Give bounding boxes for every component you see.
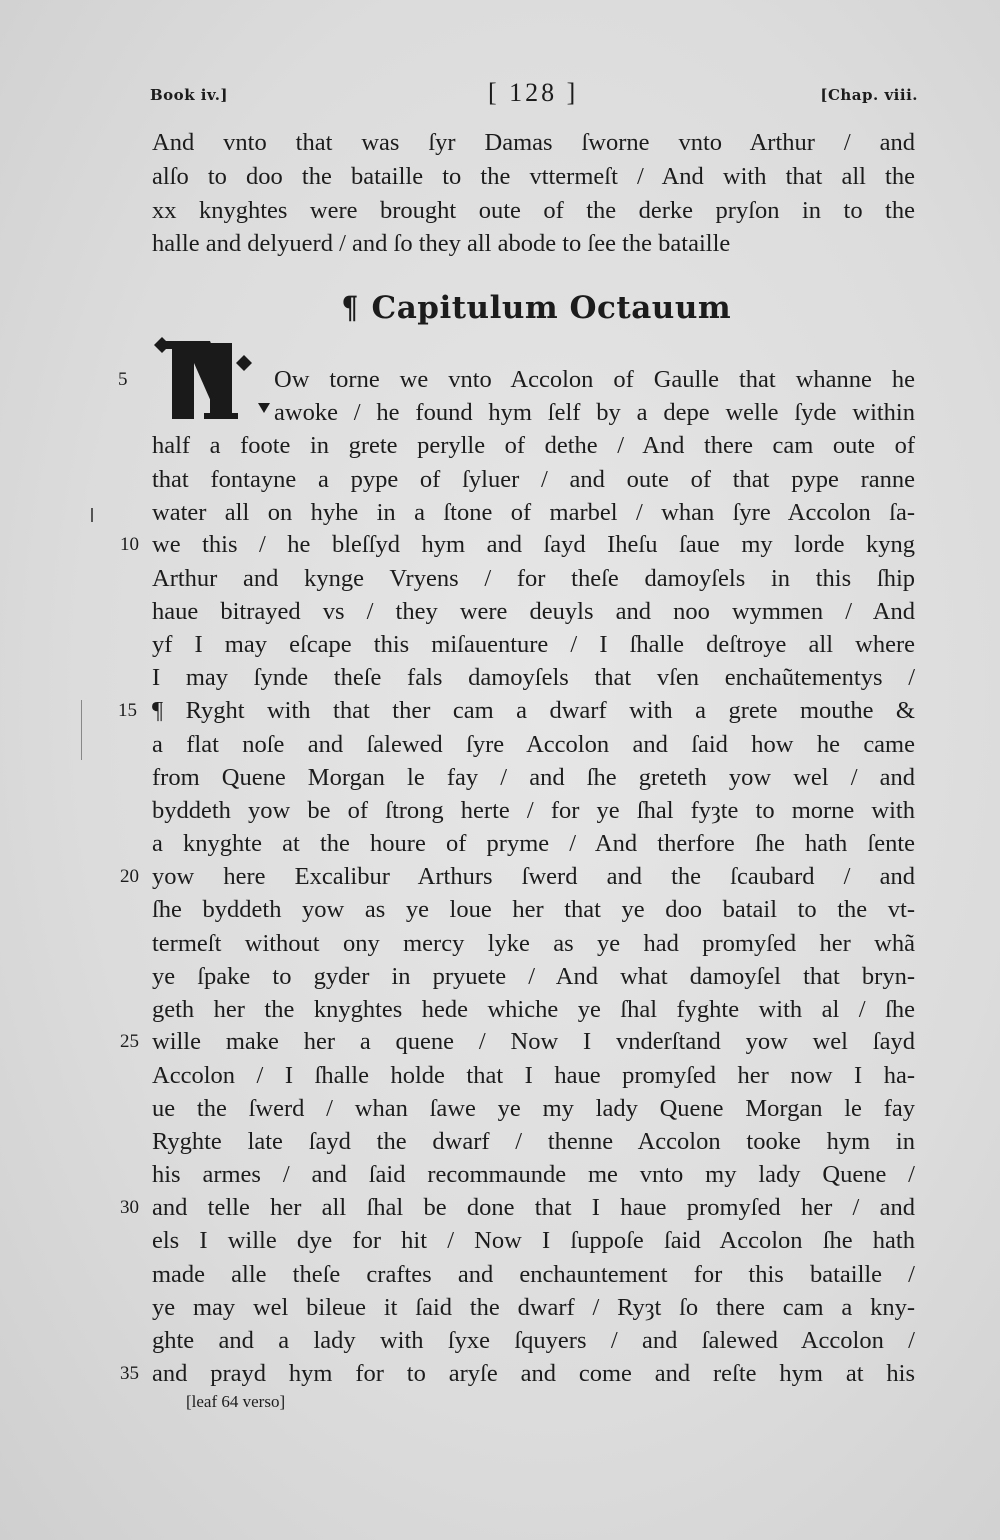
text-line: and telle her all ſhal be done that I haue promyſed her / and bbox=[152, 1194, 915, 1221]
running-head-book: Book iv.] bbox=[150, 86, 229, 104]
text-line: we this / he bleſſyd hym and ſayd Iheſu ſaue my lorde kyng bbox=[152, 531, 915, 558]
text-line: and prayd hym for to aryſe and come and reſte hym at his bbox=[152, 1360, 915, 1387]
text-line: byddeth yow be of ſtrong herte / for ye ſhal fyȝte to morne with bbox=[152, 797, 915, 824]
line-number: 30 bbox=[120, 1197, 139, 1218]
text-line: geth her the knyghtes hede whiche ye ſhal fyghte with al / ſhe bbox=[152, 996, 915, 1023]
pilcrow-mark: ¶ bbox=[341, 290, 359, 326]
text-line: els I wille dye for hit / Now I ſuppoſe ſaid Accolon ſhe hath bbox=[152, 1227, 915, 1254]
text-line: ue the ſwerd / whan ſawe ye my lady Quene Morgan le fay bbox=[152, 1095, 915, 1122]
text-line: that fontayne a pype of ſyluer / and oute of that pype ranne bbox=[152, 466, 915, 493]
text-line: wille make her a quene / Now I vnderſtand yow wel ſayd bbox=[152, 1028, 915, 1055]
text-line: from Quene Morgan le fay / and ſhe greteth yow wel / and bbox=[152, 764, 915, 791]
text-line: Accolon / I ſhalle holde that I haue promyſed her now I ha- bbox=[152, 1062, 915, 1089]
initial-n-glyph bbox=[150, 333, 272, 425]
text-line: awoke / he found hym ſelf by a depe welle ſyde within bbox=[274, 399, 915, 426]
text-line: ye ſpake to gyder in pryuete / And what damoyſel that bryn- bbox=[152, 963, 915, 990]
text-line: termeſt without ony mercy lyke as ye had promyſed her whã bbox=[152, 930, 915, 957]
text-line: yow here Excalibur Arthurs ſwerd and the ſcaubard / and bbox=[152, 863, 915, 890]
decorated-initial bbox=[150, 333, 272, 425]
line-number: 25 bbox=[120, 1031, 139, 1052]
text-line: a knyghte at the houre of pryme / And therfore ſhe hath ſente bbox=[152, 830, 915, 857]
running-head bbox=[0, 78, 1000, 118]
margin-pencil-mark bbox=[91, 508, 93, 522]
text-line: half a foote in grete perylle of dethe / And there cam oute of bbox=[152, 432, 915, 459]
text-line: ye may wel bileue it ſaid the dwarf / Ryȝt ſo there cam a kny- bbox=[152, 1294, 915, 1321]
line-number: 5 bbox=[118, 369, 128, 390]
text-line: Arthur and kynge Vryens / for theſe damoyſels in this ſhip bbox=[152, 565, 915, 592]
text-line: Ow torne we vnto Accolon of Gaulle that whanne he bbox=[274, 366, 915, 393]
text-line: his armes / and ſaid recommaunde me vnto my lady Quene / bbox=[152, 1161, 915, 1188]
text-line: a flat noſe and ſalewed ſyre Accolon and ſaid how he came bbox=[152, 731, 915, 758]
line-number: 10 bbox=[120, 534, 139, 555]
line-number: 35 bbox=[120, 1363, 139, 1384]
text-line: ſhe byddeth yow as ye loue her that ye doo batail to the vt- bbox=[152, 896, 915, 923]
leaf-reference-footnote: [leaf 64 verso] bbox=[186, 1392, 286, 1411]
text-line: ¶ Ryght with that ther cam a dwarf with a grete mouthe & bbox=[152, 697, 915, 724]
running-head-chapter: [Chap. viii. bbox=[820, 86, 918, 104]
margin-pencil-mark bbox=[81, 700, 82, 760]
chapter-title: Capitulum Octauum bbox=[371, 290, 732, 326]
text-line: halle and delyuerd / and ſo they all abode to ſee the bataille bbox=[152, 230, 731, 257]
line-number: 20 bbox=[120, 866, 139, 887]
text-line: xx knyghtes were brought oute of the derke pryſon in to the bbox=[152, 197, 915, 224]
page-number: [ 128 ] bbox=[488, 78, 579, 107]
initial-letter-text: N bbox=[184, 425, 185, 426]
text-line: yf I may eſcape this miſauenture / I ſhalle deſtroye all where bbox=[152, 631, 915, 658]
line-number: 15 bbox=[118, 700, 137, 721]
text-line: made alle theſe craftes and enchauntement for this bataille / bbox=[152, 1261, 915, 1288]
chapter-heading bbox=[340, 290, 740, 326]
text-line: water all on hyhe in a ſtone of marbel / whan ſyre Accolon ſa- bbox=[152, 499, 915, 526]
text-line: And vnto that was ſyr Damas ſworne vnto Arthur / and bbox=[152, 129, 915, 156]
text-line: Ryghte late ſayd the dwarf / thenne Accolon tooke hym in bbox=[152, 1128, 915, 1155]
text-line: I may ſynde theſe fals damoyſels that vſen enchaũtementys / bbox=[152, 664, 915, 691]
text-line: alſo to doo the bataille to the vttermeſt / And with that all the bbox=[152, 163, 915, 190]
text-line: ghte and a lady with ſyxe ſquyers / and ſalewed Accolon / bbox=[152, 1327, 915, 1354]
text-line: haue bitrayed vs / they were deuyls and noo wymmen / And bbox=[152, 598, 915, 625]
